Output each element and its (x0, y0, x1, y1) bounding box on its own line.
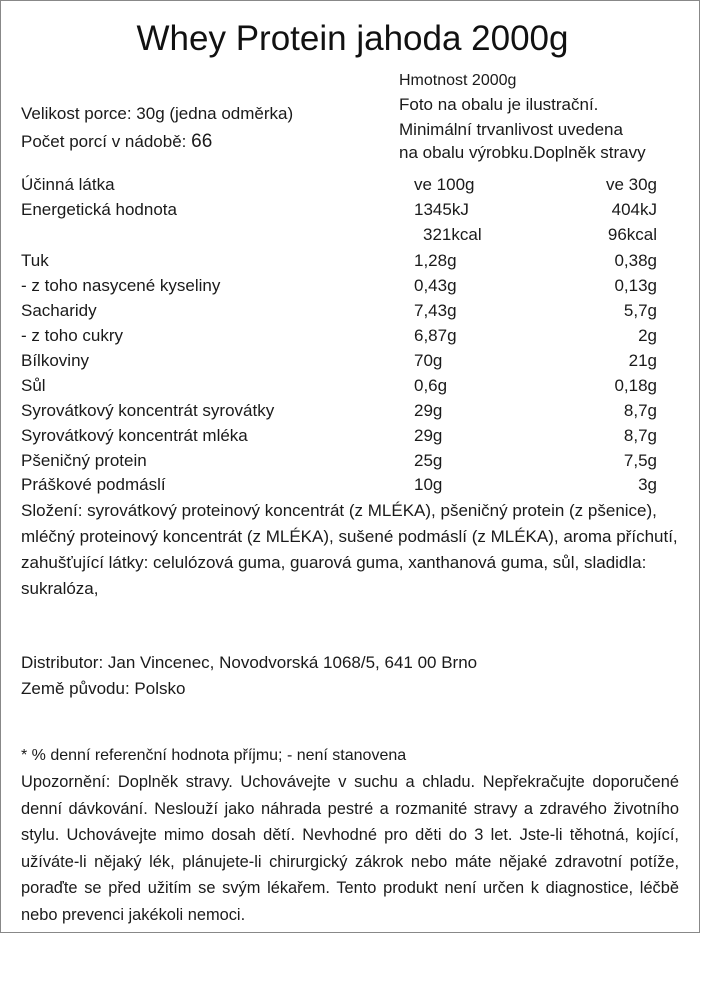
row-per30: 8,7g (623, 401, 657, 420)
distributor-text: Distributor: Jan Vincenec, Novodvorská 1068/5, 641 00 Brno (21, 653, 478, 672)
servings-value: 66 (191, 131, 213, 152)
energy-per100-kj: 1345kJ (414, 200, 469, 219)
servings-label: Počet porcí v nádobě: (21, 132, 187, 151)
row-per30: 21g (628, 351, 657, 370)
row-name: Syrovátkový koncentrát syrovátky (21, 401, 275, 420)
composition-text: Složení: syrovátkový proteinový koncentrát (z MLÉKA), pšeničný protein (z pšenice), mléčný proteinový koncentrát (z MLÉKA), sušené podmáslí (z MLÉKA), aroma příchutí, zahušťující látky: celulózová guma, guarová guma, xanthanová guma, sůl, sladidla: sukralóza, (21, 501, 678, 598)
row-name: Pšeničný protein (21, 451, 147, 470)
energy-per30-kcal: 96kcal (607, 225, 657, 244)
row-name: Bílkoviny (21, 351, 90, 370)
energy-per30-kj: 404kJ (611, 200, 657, 219)
photo-note: Foto na obalu je ilustrační. (399, 95, 599, 114)
row-per100: 0,6g (414, 376, 448, 395)
row-name: - z toho nasycené kyseliny (21, 276, 221, 295)
energy-per100-kcal: 321kcal (423, 225, 482, 244)
table-header-per100: ve 100g (414, 175, 475, 194)
row-name: Práškové podmáslí (21, 475, 166, 494)
origin-text: Země původu: Polsko (21, 679, 186, 698)
shelf-life-note: Minimální trvanlivost uvedena (399, 120, 623, 139)
row-name: Sacharidy (21, 301, 97, 320)
table-header-name: Účinná látka (21, 175, 115, 194)
row-name: - z toho cukry (21, 326, 124, 345)
serving-size: Velikost porce: 30g (jedna odměrka) (21, 104, 294, 123)
row-per100: 6,87g (414, 326, 457, 345)
row-per30: 8,7g (623, 426, 657, 445)
product-title: Whey Protein jahoda 2000g (136, 19, 569, 58)
row-per100: 7,43g (414, 301, 457, 320)
table-header-per30: ve 30g (605, 175, 657, 194)
row-per100: 29g (414, 426, 443, 445)
warning-text: Upozornění: Doplněk stravy. Uchovávejte v suchu a chladu. Nepřekračujte doporučené denní dávkování. Neslouží jako náhrada pestré a rozmanité stravy a zdravého životního stylu. Uchovávejte mimo dosah dětí. Nevhodné pro děti do 3 let. Jste-li těhotná, kojící, užíváte-li nějaký lék, plánujete-li chirurgický zákrok nebo máte nějaké zdravotní potíže, poraďte se před užitím se svým lékařem. Tento produkt není určen k diagnostice, léčbě nebo prevenci jakékoli nemoci. (21, 773, 679, 924)
row-name: Sůl (21, 376, 46, 395)
row-per30: 2g (638, 326, 657, 345)
row-per100: 70g (414, 351, 443, 370)
energy-label: Energetická hodnota (21, 200, 177, 219)
row-per100: 25g (414, 451, 443, 470)
row-per30: 0,13g (614, 276, 657, 295)
row-per30: 0,18g (614, 376, 657, 395)
row-per30: 3g (638, 475, 657, 494)
row-per100: 1,28g (414, 251, 457, 270)
row-per30: 7,5g (623, 451, 657, 470)
footnote-text: * % denní referenční hodnota příjmu; - není stanovena (21, 747, 407, 764)
servings-per-container (21, 131, 212, 153)
row-per100: 10g (414, 475, 443, 494)
supplement-note: na obalu výrobku.Doplněk stravy (399, 143, 646, 162)
row-per30: 5,7g (623, 301, 657, 320)
weight-info: Hmotnost 2000g (399, 72, 517, 89)
row-per30: 0,38g (614, 251, 657, 270)
row-per100: 29g (414, 401, 443, 420)
row-name: Syrovátkový koncentrát mléka (21, 426, 248, 445)
row-name: Tuk (21, 251, 49, 270)
row-per100: 0,43g (414, 276, 457, 295)
